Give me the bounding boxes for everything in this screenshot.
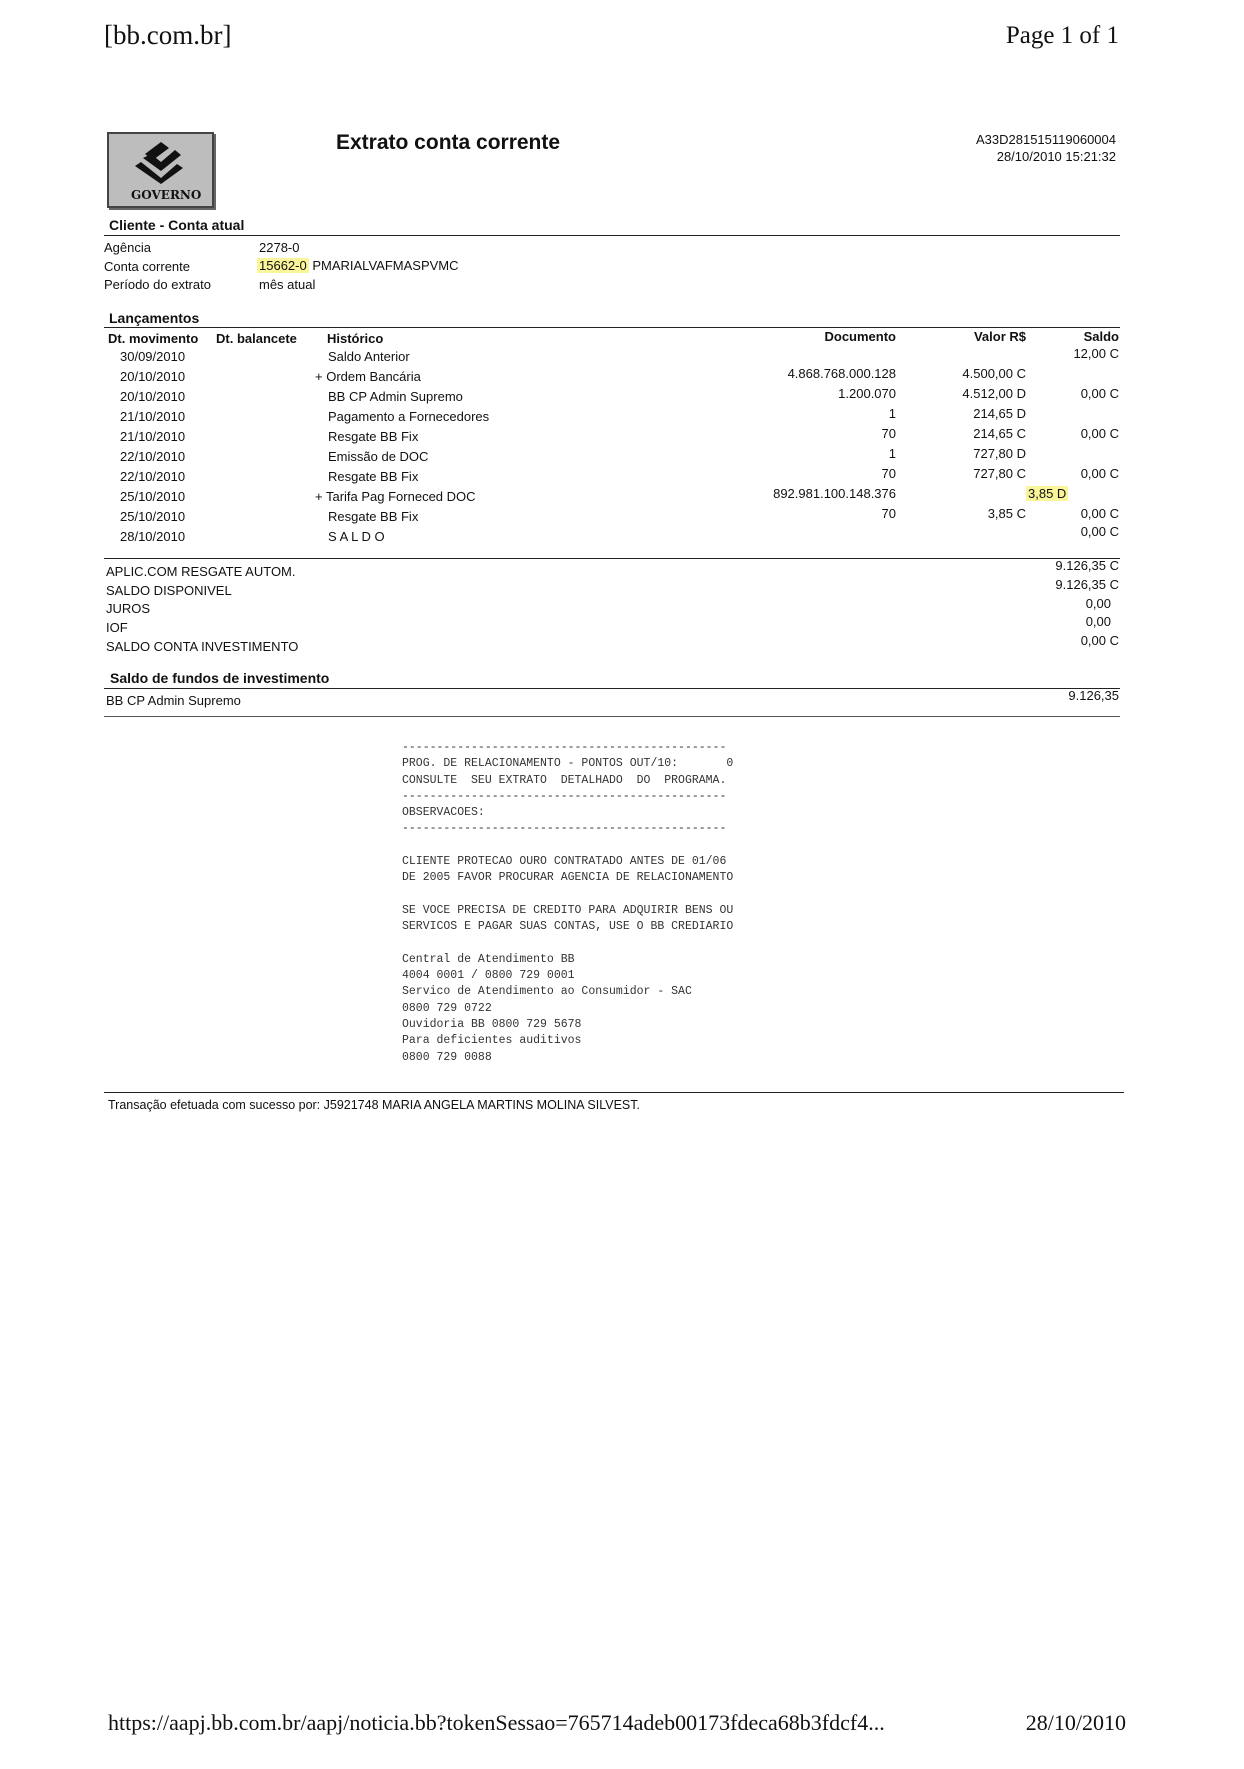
row-hist: BB CP Admin Supremo bbox=[328, 389, 463, 404]
row-dt: 20/10/2010 bbox=[120, 369, 186, 384]
summary-value: 9.126,35 C bbox=[1055, 577, 1119, 592]
col-dt-balancete: Dt. balancete bbox=[216, 331, 297, 346]
row-hist: Pagamento a Fornecedores bbox=[328, 409, 490, 424]
message-spacer bbox=[402, 838, 733, 854]
message-line: OBSERVACOES: bbox=[402, 806, 485, 820]
message-spacer bbox=[402, 936, 733, 952]
client-section-title: Cliente - Conta atual bbox=[109, 217, 245, 233]
fundos-bottom-divider bbox=[104, 716, 1120, 717]
message-line: SE VOCE PRECISA DE CREDITO PARA ADQUIRIR BENS OU bbox=[402, 903, 734, 917]
row-valor: 214,65 D bbox=[973, 406, 1026, 421]
summary-label: SALDO DISPONIVEL bbox=[106, 583, 232, 598]
row-saldo: 0,00 C bbox=[1080, 426, 1119, 441]
page-header-site: [bb.com.br] bbox=[104, 20, 232, 50]
message-line: SERVICOS E PAGAR SUAS CONTAS, USE O BB CREDIARIO bbox=[402, 920, 734, 934]
row-saldo: 12,00 C bbox=[1073, 346, 1119, 361]
row-saldo: 0,00 C bbox=[1080, 506, 1119, 521]
row-dt: 30/09/2010 bbox=[120, 349, 186, 364]
print-date: 28/10/2010 bbox=[1025, 1710, 1126, 1735]
summary-value: 0,00 C bbox=[1080, 633, 1119, 648]
row-hist: Emissão de DOC bbox=[328, 449, 429, 464]
row-valor: 4.500,00 C bbox=[962, 366, 1026, 381]
message-line: CONSULTE SEU EXTRATO DETALHADO DO PROGRAMA. bbox=[402, 773, 727, 787]
row-dt: 20/10/2010 bbox=[120, 389, 186, 404]
row-dt: 25/10/2010 bbox=[120, 509, 186, 524]
message-line: Para deficientes auditivos bbox=[402, 1034, 582, 1048]
row-saldo: 0,00 C bbox=[1080, 386, 1119, 401]
table-row bbox=[0, 506, 1244, 529]
fundos-divider bbox=[104, 688, 1120, 689]
row-doc: 1 bbox=[888, 406, 896, 421]
row-dt: 25/10/2010 bbox=[120, 489, 186, 504]
row-valor: 4.512,00 D bbox=[962, 386, 1026, 401]
message-line: 4004 0001 / 0800 729 0001 bbox=[402, 969, 575, 983]
agencia-value: 2278-0 bbox=[259, 240, 300, 255]
summary-value: 0,00 bbox=[1085, 596, 1111, 611]
message-line: 0800 729 0722 bbox=[402, 1001, 492, 1015]
table-row bbox=[0, 524, 1244, 549]
table-row bbox=[0, 426, 1244, 449]
table-row bbox=[0, 486, 1244, 509]
summary-label: JUROS bbox=[106, 601, 151, 616]
row-hist: S A L D O bbox=[328, 529, 385, 544]
conta-number: 15662-0 bbox=[259, 258, 307, 273]
row-doc: 70 bbox=[881, 466, 896, 481]
print-url: https://aapj.bb.com.br/aapj/noticia.bb?tokenSessao=765714adeb00173fdeca68b3fdcf4... bbox=[108, 1710, 885, 1735]
row-valor: 3,85 C bbox=[987, 506, 1026, 521]
message-spacer bbox=[402, 887, 733, 903]
table-row bbox=[0, 446, 1244, 469]
row-doc: 1 bbox=[888, 446, 896, 461]
row-saldo: 0,00 C bbox=[1080, 466, 1119, 481]
row-doc: 892.981.100.148.376 bbox=[773, 486, 896, 501]
col-valor: Valor R$ bbox=[973, 329, 1026, 344]
document-datetime: 28/10/2010 15:21:32 bbox=[996, 149, 1116, 164]
fundos-section-title: Saldo de fundos de investimento bbox=[110, 670, 330, 686]
message-line: CLIENTE PROTECAO OURO CONTRATADO ANTES DE 01/06 bbox=[402, 855, 727, 869]
summary-label: IOF bbox=[106, 620, 128, 635]
row-hist: Resgate BB Fix bbox=[328, 469, 419, 484]
table-row bbox=[0, 346, 1244, 369]
agencia-label: Agência bbox=[104, 240, 151, 255]
fundo-value: 9.126,35 bbox=[1068, 688, 1119, 703]
message-line: Servico de Atendimento ao Consumidor - SAC bbox=[402, 985, 692, 999]
page-title: Extrato conta corrente bbox=[336, 131, 561, 154]
row-valor: 727,80 C bbox=[973, 466, 1026, 481]
col-historico: Histórico bbox=[327, 331, 384, 346]
lancamentos-section-title: Lançamentos bbox=[109, 310, 200, 326]
client-divider bbox=[104, 235, 1120, 236]
bank-logo bbox=[107, 132, 214, 208]
logo-label: GOVERNO bbox=[131, 188, 202, 202]
message-line: Ouvidoria BB 0800 729 5678 bbox=[402, 1018, 582, 1032]
message-line: PROG. DE RELACIONAMENTO - PONTOS OUT/10: 0 bbox=[402, 757, 734, 771]
conta-holder: PMARIALVAFMASPVMC bbox=[312, 258, 459, 273]
col-documento: Documento bbox=[824, 329, 896, 344]
row-doc: 1.200.070 bbox=[838, 386, 896, 401]
message-line: Central de Atendimento BB bbox=[402, 952, 575, 966]
message-line: ----------------------------------------------- bbox=[402, 789, 727, 803]
message-line: DE 2005 FAVOR PROCURAR AGENCIA DE RELACIONAMENTO bbox=[402, 871, 734, 885]
summary-value: 9.126,35 C bbox=[1055, 558, 1119, 573]
document-code: A33D281515119060004 bbox=[975, 132, 1116, 147]
row-valor: 214,65 C bbox=[973, 426, 1026, 441]
row-dt: 28/10/2010 bbox=[120, 529, 186, 544]
summary-label: APLIC.COM RESGATE AUTOM. bbox=[106, 564, 296, 579]
row-hist: + Ordem Bancária bbox=[315, 369, 421, 384]
row-dt: 21/10/2010 bbox=[120, 409, 186, 424]
summary-label: SALDO CONTA INVESTIMENTO bbox=[106, 639, 299, 654]
table-row bbox=[0, 386, 1244, 409]
row-doc: 4.868.768.000.128 bbox=[787, 366, 896, 381]
transaction-footer: Transação efetuada com sucesso por: J5921748 MARIA ANGELA MARTINS MOLINA SILVEST. bbox=[108, 1098, 640, 1112]
row-dt: 21/10/2010 bbox=[120, 429, 186, 444]
row-hist: Resgate BB Fix bbox=[328, 429, 419, 444]
footer-divider bbox=[104, 1092, 1124, 1093]
row-doc: 70 bbox=[881, 426, 896, 441]
col-dt-movimento: Dt. movimento bbox=[108, 331, 199, 346]
row-hist: Saldo Anterior bbox=[328, 349, 410, 364]
message-line: 0800 729 0088 bbox=[402, 1050, 492, 1064]
row-hist: + Tarifa Pag Forneced DOC bbox=[315, 489, 476, 504]
col-saldo: Saldo bbox=[1083, 329, 1119, 344]
lancamentos-divider bbox=[104, 327, 1120, 328]
fundo-name: BB CP Admin Supremo bbox=[106, 693, 241, 708]
conta-value bbox=[257, 258, 459, 273]
row-doc: 70 bbox=[881, 506, 896, 521]
periodo-value: mês atual bbox=[259, 277, 316, 292]
row-dt: 22/10/2010 bbox=[120, 449, 186, 464]
highlighted-value: 3,85 D bbox=[1028, 486, 1067, 501]
summary-value: 0,00 bbox=[1085, 614, 1111, 629]
summary-divider bbox=[104, 558, 1120, 559]
row-valor: 727,80 D bbox=[973, 446, 1026, 461]
table-row bbox=[0, 366, 1244, 389]
table-row bbox=[0, 406, 1244, 429]
row-saldo: 0,00 C bbox=[1080, 524, 1119, 539]
periodo-label: Período do extrato bbox=[104, 277, 211, 292]
message-line: ----------------------------------------------- bbox=[402, 741, 727, 754]
row-dt: 22/10/2010 bbox=[120, 469, 186, 484]
page-header-page-number: Page 1 of 1 bbox=[1005, 22, 1119, 49]
messages-block bbox=[402, 740, 733, 1066]
conta-label: Conta corrente bbox=[104, 259, 190, 274]
message-line: ----------------------------------------------- bbox=[402, 822, 727, 836]
row-hist: Resgate BB Fix bbox=[328, 509, 419, 524]
bb-logo-icon bbox=[131, 140, 191, 186]
